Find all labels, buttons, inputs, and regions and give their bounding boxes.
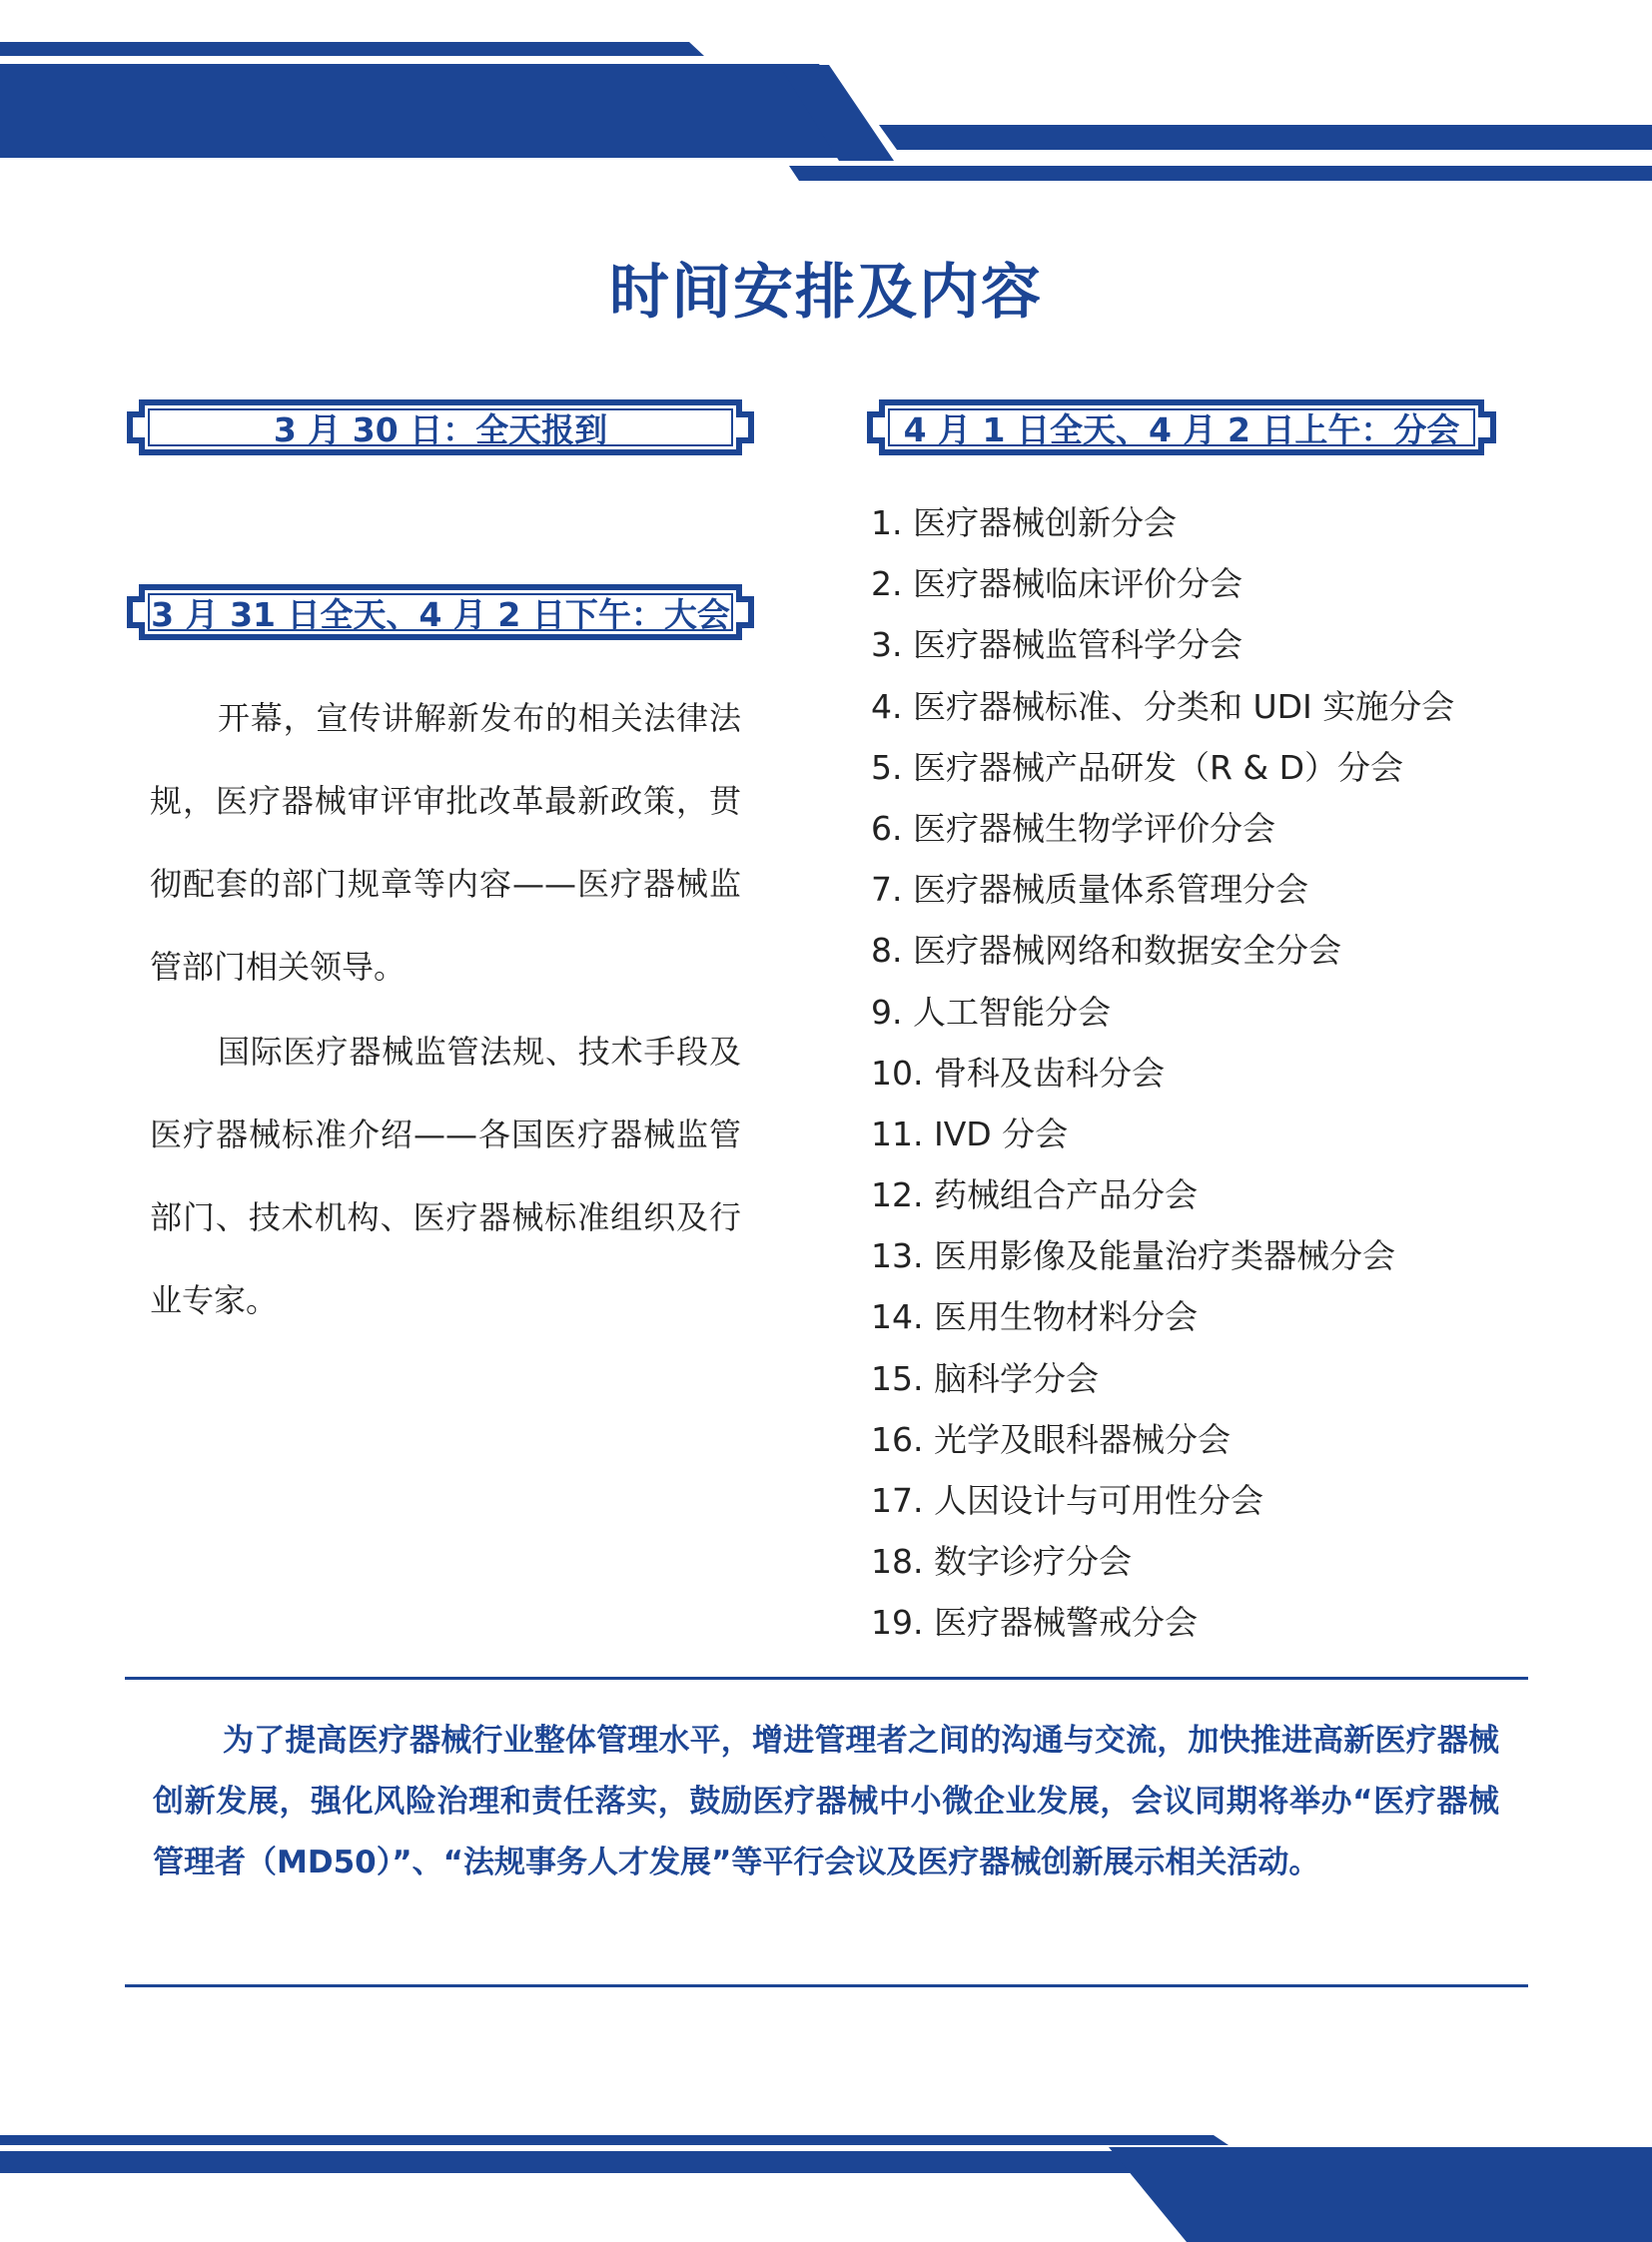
plenary-paragraph-1: 开幕，宣传讲解新发布的相关法律法规，医疗器械审评审批改革最新政策，贯彻配套的部门规章等内容——医疗器械监管部门相关领导。: [150, 699, 741, 986]
list-item: 15. 脑科学分会: [871, 1358, 1099, 1398]
list-item: 12. 药械组合产品分会: [871, 1175, 1198, 1215]
list-item: 10. 骨科及齿科分会: [871, 1053, 1165, 1093]
list-item: 9. 人工智能分会: [871, 992, 1111, 1032]
list-item: 1. 医疗器械创新分会: [871, 503, 1177, 542]
list-item: 13. 医用影像及能量治疗类器械分会: [871, 1236, 1395, 1276]
list-item: 8. 医疗器械网络和数据安全分会: [871, 931, 1341, 971]
divider-bottom: [125, 1984, 1528, 1987]
sessions-list: [871, 492, 1454, 1654]
day2-heading-text: 3 月 31 日全天、4 月 2 日下午：大会: [151, 594, 730, 634]
list-item: 11. IVD 分会: [871, 1114, 1069, 1153]
day2-heading: [125, 582, 756, 642]
day1-heading: [125, 397, 756, 457]
list-item: 6. 医疗器械生物学评价分会: [871, 808, 1275, 848]
page-title: 时间安排及内容: [609, 258, 1043, 328]
list-item: 19. 医疗器械警戒分会: [871, 1603, 1198, 1643]
sessions-heading-text: 4 月 1 日全天、4 月 2 日上午：分会: [903, 409, 1460, 449]
header-banner: [0, 0, 1652, 185]
sessions-heading: [865, 397, 1498, 457]
list-item: 4. 医疗器械标准、分类和 UDI 实施分会: [871, 686, 1455, 726]
list-item: 3. 医疗器械监管科学分会: [871, 625, 1242, 665]
list-item: 17. 人因设计与可用性分会: [871, 1481, 1263, 1520]
day1-heading-text: 3 月 30 日：全天报到: [273, 409, 608, 449]
list-item: 14. 医用生物材料分会: [871, 1297, 1198, 1337]
list-item: 16. 光学及眼科器械分会: [871, 1419, 1231, 1459]
list-item: 5. 医疗器械产品研发（R & D）分会: [871, 747, 1404, 787]
list-item: 7. 医疗器械质量体系管理分会: [871, 870, 1308, 910]
plenary-paragraph-2: 国际医疗器械监管法规、技术手段及医疗器械标准介绍——各国医疗器械监管部门、技术机构、医疗器械标准组织及行业专家。: [150, 1033, 741, 1319]
list-item: 18. 数字诊疗分会: [871, 1542, 1132, 1582]
divider-top: [125, 1677, 1528, 1680]
list-item: 2. 医疗器械临床评价分会: [871, 564, 1242, 604]
closing-paragraph: 为了提高医疗器械行业整体管理水平，增进管理者之间的沟通与交流，加快推进高新医疗器械创新发展，强化风险治理和责任落实，鼓励医疗器械中小微企业发展，会议同期将举办“医疗器械管理者（MD50）”、“法规事务人才发展”等平行会议及医疗器械创新展示相关活动。: [153, 1723, 1499, 1880]
